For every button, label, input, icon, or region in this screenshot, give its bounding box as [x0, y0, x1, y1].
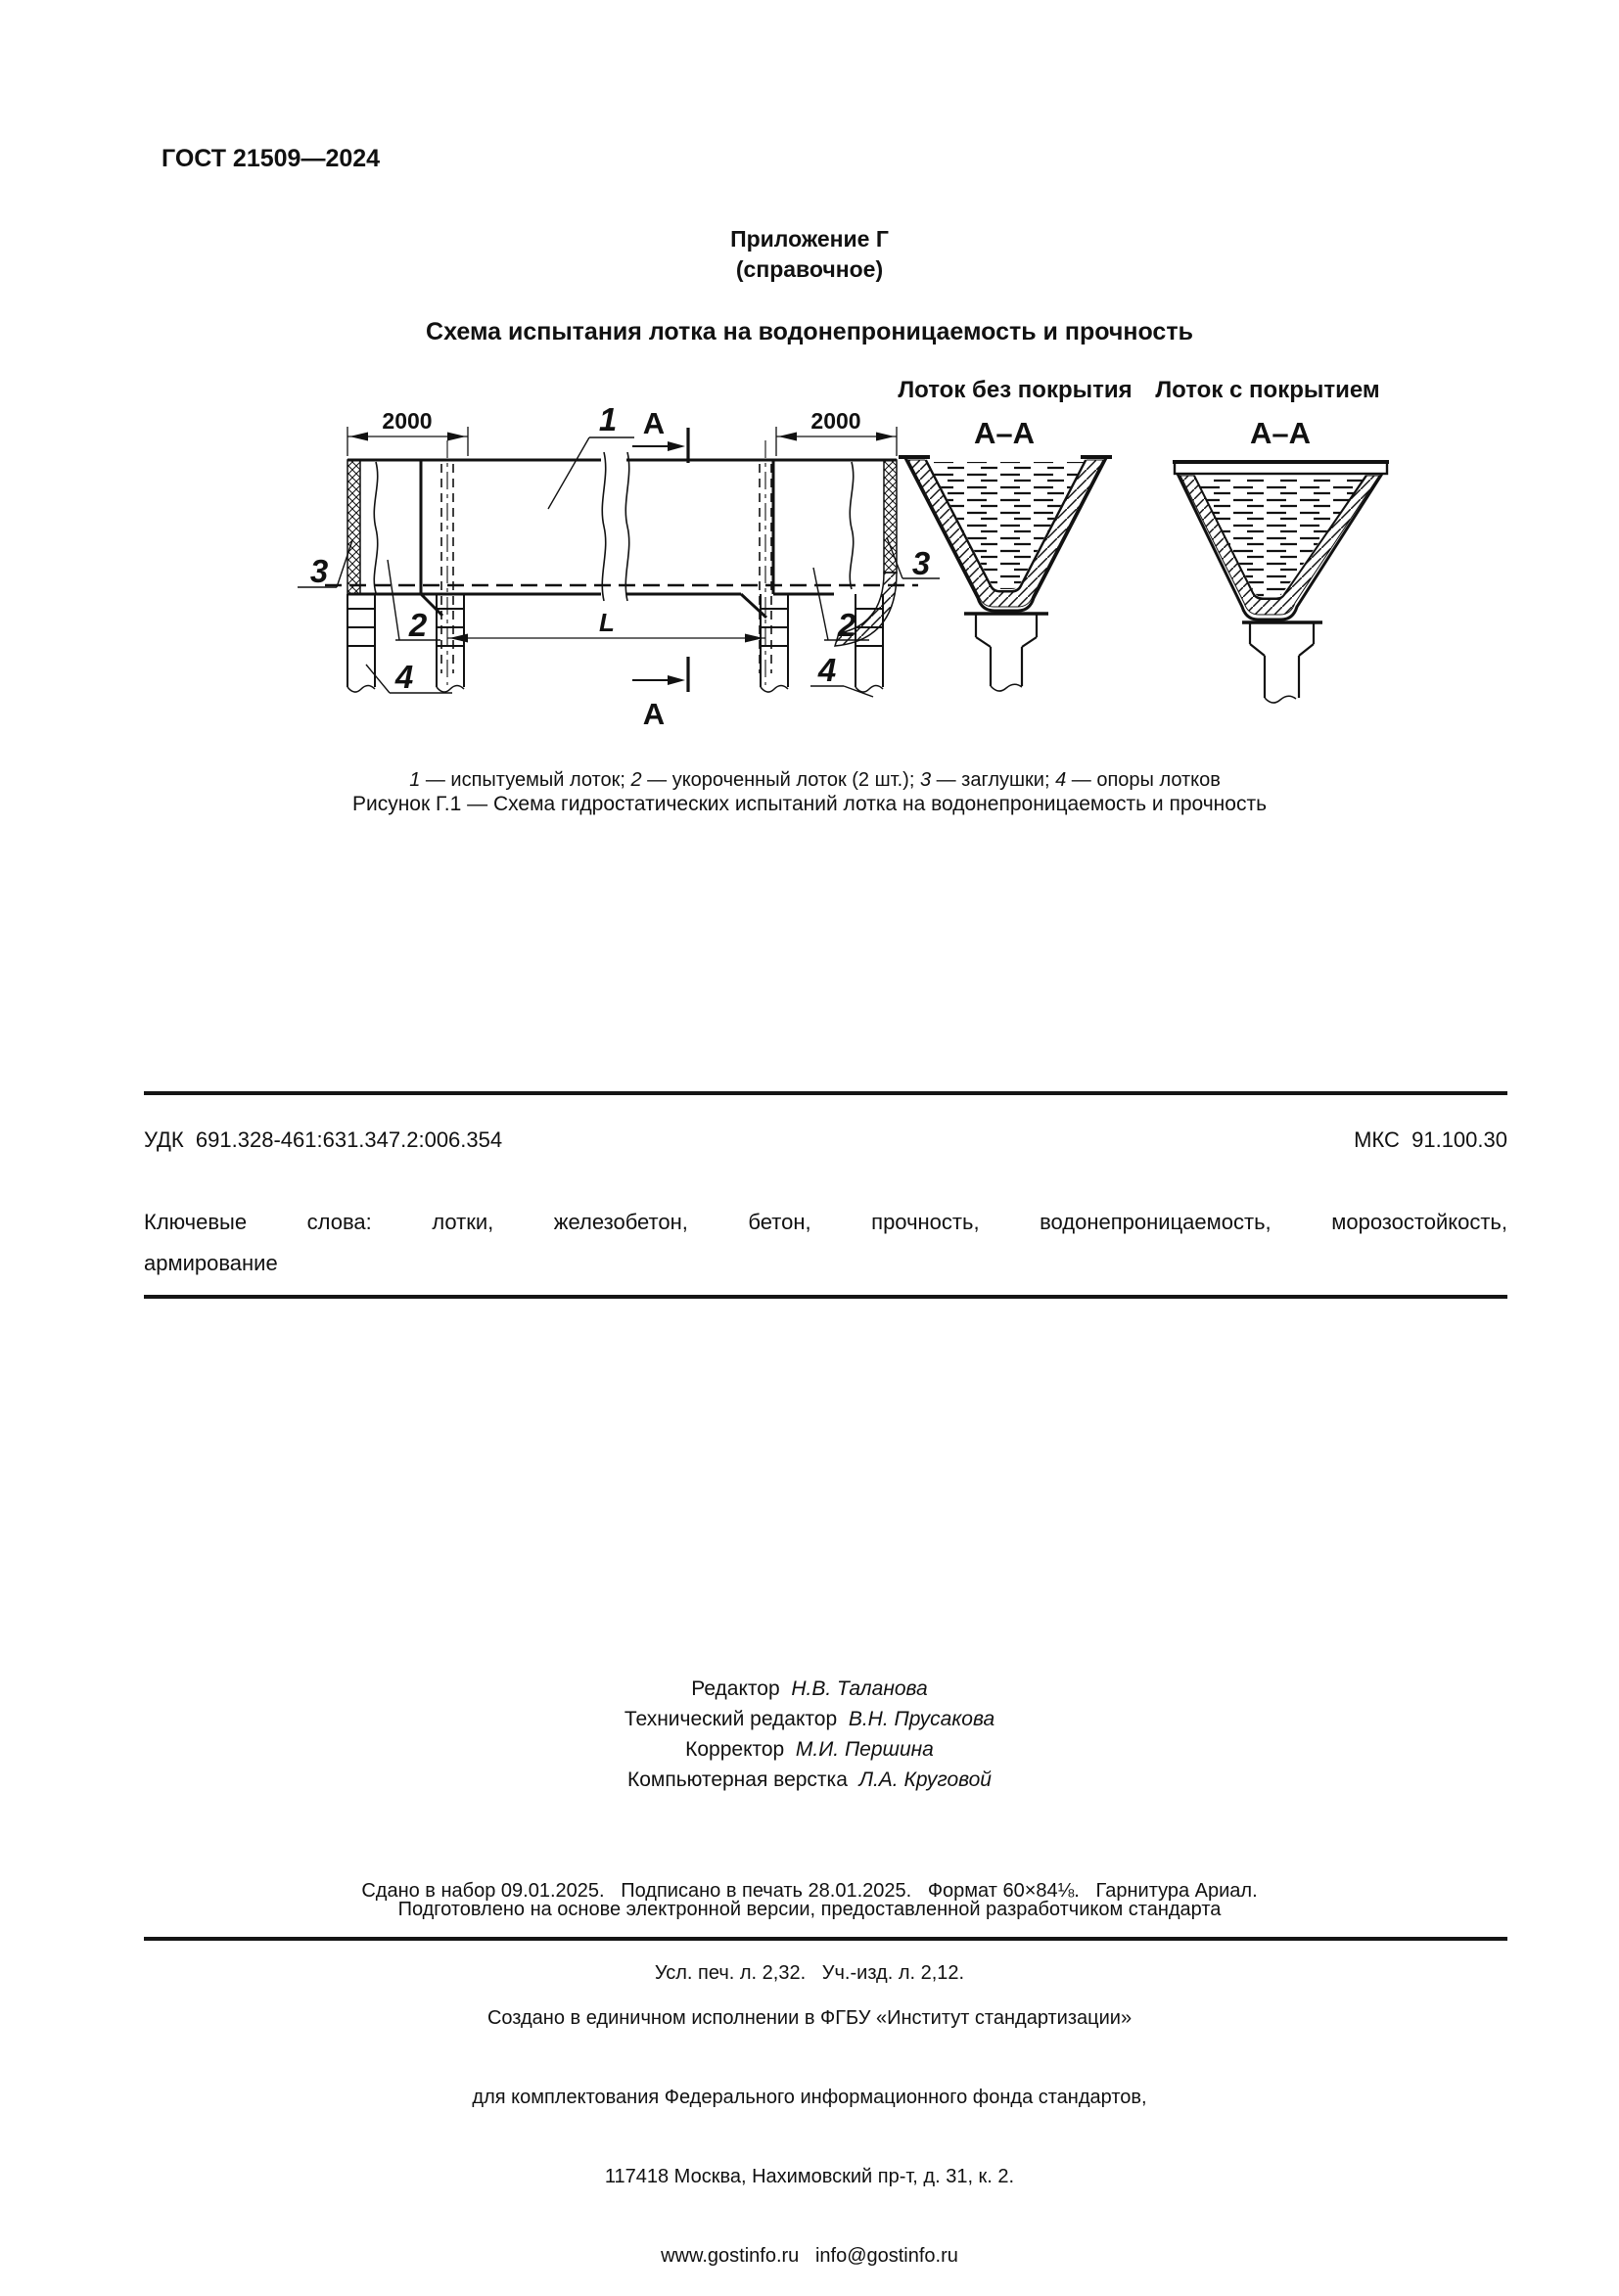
legend-num-4: 4: [1055, 769, 1067, 791]
imprint-line-2: Усл. печ. л. 2,32. Уч.-изд. л. 2,12.: [654, 1962, 965, 1984]
horizontal-rule: [144, 1937, 1507, 1941]
cut-letter-top: А: [642, 406, 666, 440]
keywords-line-2: армирование: [144, 1251, 278, 1275]
editor-name: Л.А. Круговой: [858, 1768, 992, 1791]
classification-row: [144, 1127, 1507, 1153]
right-section-cut-label: А–А: [1249, 416, 1312, 450]
editor-row: [0, 1765, 1619, 1795]
cut-letter-bottom: А: [642, 697, 666, 731]
left-section-title: Лоток без покрытия: [898, 377, 1133, 403]
appendix-title: Схема испытания лотка на водонепроницаемость и прочность: [426, 318, 1193, 345]
trough-assembly-side-view: [298, 427, 940, 697]
keywords-block: [144, 1202, 1507, 1284]
editor-row: [0, 1674, 1619, 1704]
part-label-2-left: 2: [408, 607, 428, 643]
horizontal-rule: [144, 1295, 1507, 1299]
editor-role: Компьютерная верстка: [626, 1768, 848, 1791]
part-label-3-left: 3: [309, 553, 329, 589]
editors-block: [0, 1674, 1619, 1795]
part-label-1: 1: [598, 401, 618, 437]
part-label-3-right: 3: [911, 545, 931, 581]
publisher-line: Создано в единичном исполнении в ФГБУ «Институт стандартизации»: [486, 2007, 1133, 2029]
dim-length-L: L: [599, 608, 615, 637]
publisher-line: для комплектования Федерального информационного фонда стандартов,: [472, 2087, 1147, 2108]
figure-legend: [0, 747, 1619, 792]
legend-num-1: 1: [409, 769, 421, 791]
cross-section-with-coating: [1173, 462, 1389, 703]
editor-name: М.И. Першина: [795, 1738, 934, 1761]
standard-code: ГОСТ 21509—2024: [162, 145, 381, 172]
figure-g1-drawing: [0, 0, 1619, 1077]
dim-left-2000: 2000: [382, 408, 433, 434]
publisher-line: www.gostinfo.ru info@gostinfo.ru: [661, 2245, 958, 2267]
editor-row: [0, 1704, 1619, 1734]
dim-right-2000: 2000: [810, 408, 861, 434]
left-end-plug: [347, 460, 360, 594]
mks-code: МКС 91.100.30: [1354, 1127, 1507, 1152]
left-section-cut-label: А–А: [973, 416, 1036, 450]
legend-text-2: — укороченный лоток (2 шт.);: [641, 769, 920, 791]
legend-num-2: 2: [630, 769, 642, 791]
right-section-title: Лоток с покрытием: [1155, 377, 1380, 403]
dimension-lines: [347, 427, 897, 638]
legend-num-3: 3: [919, 769, 932, 791]
part-label-2-right: 2: [837, 607, 856, 643]
editor-role: Технический редактор: [624, 1708, 838, 1730]
editor-name: Н.В. Таланова: [791, 1677, 928, 1700]
appendix-kind: (справочное): [735, 256, 884, 282]
cross-section-no-coating: [899, 457, 1112, 691]
appendix-label: Приложение Г: [730, 226, 889, 252]
figure-caption: Рисунок Г.1 — Схема гидростатических испытаний лотка на водонепроницаемость и прочность: [351, 793, 1268, 815]
udk-code: УДК 691.328-461:631.347.2:006.354: [144, 1127, 503, 1152]
legend-text-1: — испытуемый лоток;: [420, 769, 631, 791]
prepared-note: Подготовлено на основе электронной версии, предоставленной разработчиком стандарта: [397, 1899, 1222, 1920]
part-label-4-right: 4: [817, 652, 837, 688]
legend-text-4: — опоры лотков: [1066, 769, 1221, 791]
editor-role: Редактор: [691, 1677, 780, 1700]
editor-role: Корректор: [685, 1738, 785, 1761]
break-lines: [374, 452, 853, 601]
publisher-line: 117418 Москва, Нахимовский пр-т, д. 31, к. 2.: [604, 2166, 1015, 2187]
part-leaders: [298, 437, 940, 697]
editor-name: В.Н. Прусакова: [848, 1708, 995, 1730]
imprint-line-1: Сдано в набор 09.01.2025. Подписано в печать 28.01.2025. Формат 60×84⅛. Гарнитура Ариал.: [361, 1880, 1258, 1902]
section-cut-marker: [632, 428, 688, 692]
legend-text-3: — заглушки;: [931, 769, 1056, 791]
horizontal-rule: [144, 1091, 1507, 1095]
part-label-4-left: 4: [394, 659, 414, 695]
keywords-line-1: Ключевые слова: лотки, железобетон, бетон, прочность, водонепроницаемость, морозостойкость,: [144, 1210, 1507, 1234]
editor-row: [0, 1734, 1619, 1765]
right-end-plug: [884, 460, 897, 573]
publisher-block: [0, 1952, 1619, 2296]
